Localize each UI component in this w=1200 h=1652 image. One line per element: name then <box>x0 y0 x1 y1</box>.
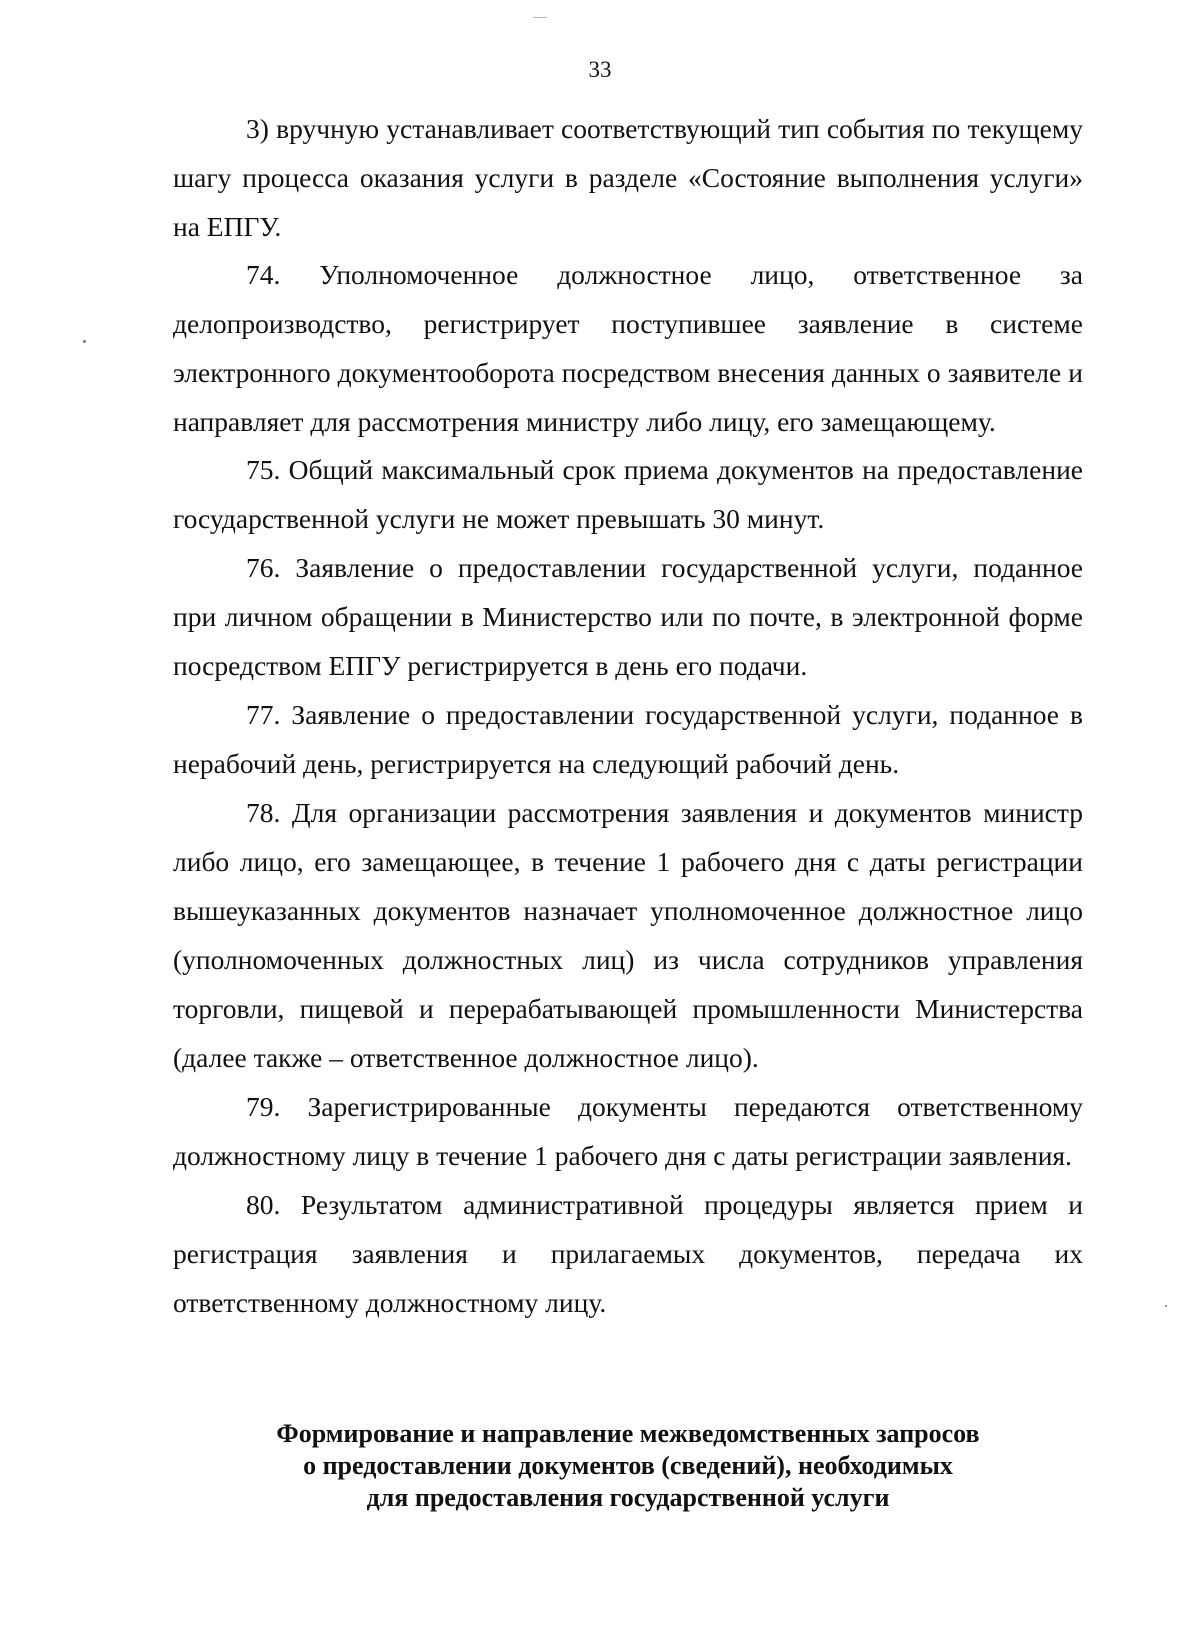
paragraph-76: 76. Заявление о предоставлении государственной услуги, поданное при личном обращении в Министерство или по почте, в электронной форме посредством ЕПГУ регистрируется в день его подачи. <box>173 552 1083 681</box>
paragraph-77: 77. Заявление о предоставлении государственной услуги, поданное в нерабочий день, регистрируется на следующий рабочий день. <box>173 699 1083 779</box>
scan-speck <box>1165 1305 1167 1307</box>
section-heading-line-2: о предоставлении документов (сведений), необходимых <box>303 1451 953 1480</box>
paragraph-3: 3) вручную устанавливает соответствующий тип события по текущему шагу процесса оказания услуги в разделе «Состояние выполнения услуги» на ЕПГУ. <box>173 113 1083 242</box>
section-heading <box>173 1418 1083 1514</box>
paragraph-80: 80. Результатом административной процедуры является прием и регистрация заявления и прилагаемых документов, передача их ответственному должностному лицу. <box>173 1189 1083 1318</box>
page-number: 33 <box>588 57 612 82</box>
paragraph-79: 79. Зарегистрированные документы передаются ответственному должностному лицу в течение 1 рабочего дня с даты регистрации заявления. <box>173 1091 1083 1171</box>
scan-speck <box>533 17 547 18</box>
body-text <box>173 104 1083 1327</box>
section-heading-line-3: для предоставления государственной услуги <box>366 1483 890 1512</box>
paragraph-74: 74. Уполномоченное должностное лицо, ответственное за делопроизводство, регистрирует поступившее заявление в системе электронного документооборота посредством внесения данных о заявителе и направляет для рассмотрения министру либо лицу, его замещающему. <box>173 259 1083 437</box>
scan-speck <box>83 340 86 343</box>
paragraph-75: 75. Общий максимальный срок приема документов на предоставление государственной услуги не может превышать 30 минут. <box>173 454 1083 534</box>
paragraph-78: 78. Для организации рассмотрения заявления и документов министр либо лицо, его замещающее, в течение 1 рабочего дня с даты регистрации вышеуказанных документов назначает уполномоченное должностное лицо (уполномоченных должностных лиц) из числа сотрудников управления торговли, пищевой и перерабатывающей промышленности Министерства (далее также – ответственное должностное лицо). <box>173 797 1083 1073</box>
section-heading-line-1: Формирование и направление межведомственных запросов <box>276 1419 980 1448</box>
